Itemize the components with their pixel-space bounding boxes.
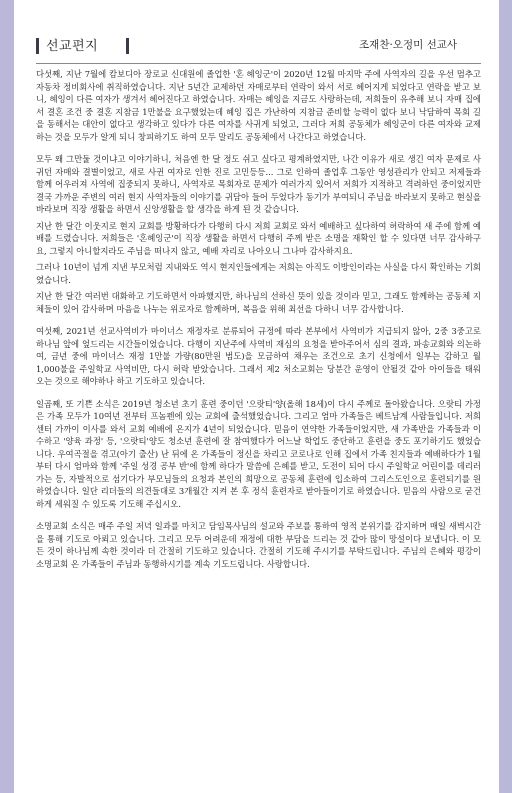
letter-page <box>14 0 499 793</box>
header-bar-left <box>36 38 39 54</box>
paragraph-reason: 모두 왜 그만둘 것이냐고 이야기하니, 처음엔 한 달 정도 쉬고 싶다고 평계하였지만, 나간 이유가 새로 생긴 여자 문제로 사귀던 자매와 결별이었고, 새로 사귄 여자로 인한 진로 고민등등... 그로 인하여 졸업후 그동안 영성관리가 안되고 저제들과 함께 어우러져 사역에 집중되지 못하니, 사역자로 목회자로 문제가 여러가지 있어서 저희가 지적하고 격려하던 중이었지만 결국 가까운 주변의 여러 현지 사역자들의 이야기를 귀담아 들어 두었다가 동기가 부여되니 주님을 바라보지 못하고 현실을 바라보며 직장 생활을 하면서 신앙생활을 할 생각을 하게 된 것 같습니다. <box>36 154 481 214</box>
paragraph-fifth: 다섯째, 지난 7월에 캄보디아 장로교 신대원에 졸업한 '혼 혜잉군'이 2020년 12월 마지막 주에 사역자의 길을 우선 멈추고 자동차 정비회사에 취직하였습니다. 지난 5년간 교제하던 자매로부터 연락이 와서 서로 헤어지게 되었다고 연락을 받고 보니, 혜잉이 다른 여자가 생겨서 헤어진다고 하였습니다. 자매는 혜잉을 지금도 사랑하는데, 저희들이 유추해 보니 자매 집에서 결혼 조건 중 결혼 지참금 1만불을 요구했었는데 혜잉 집은 가난하여 지참금 준비할 능력이 없다 보니 낙담하여 목회 길을 동해서는 대안이 없다고 생각하고 있다가 다른 여자를 사귀게 되었고, 그러다 저희 공동체가 혜잉군이 다른 여자와 교제하는 것을 모두가 알게 되니 창피하기도 하여 모두 말리도 공동체에서 나간다고 하였습니다. <box>36 69 481 142</box>
page-header <box>14 0 499 64</box>
paragraph-outsider: 그러나 10년이 넘게 지낸 부모처럼 지내와도 역시 현지인들에게는 저희는 아직도 이방인이라는 사실을 다시 확인하는 기회였습니다. <box>36 262 481 285</box>
author-name: 조재찬·오정미 선교사 <box>359 39 457 51</box>
paragraph-gratitude: 지난 한 달간 여러번 대화하고 기도하면서 아파했지만, 하나님의 선하신 뜻이 있을 것이라 믿고, 그래도 함께하는 공동체 지체들이 있어 감사하며 마음을 나누는 위로자로 함께하며, 복음을 위해 최선을 다하니 너무 감사합니다. <box>36 291 481 314</box>
paragraph-return: 지난 한 달간 이웃지로 현지 교회를 방황하다가 다행히 다시 저희 교회로 와서 예배하고 싶다하여 허락하여 새 주에 함께 예배를 드렸습니다. 저희들은 '혼혜잉군'이 직장 생활을 하면서 다행히 주께 받은 소명을 재확인 할 수 있다면 너무 감사하구요, 그렇지 아니할지라도 주님을 떠나지 않고, 예배 자리로 나아오니 그나마 감사하지요. <box>36 220 481 256</box>
section-title: 선교편지 <box>46 39 99 54</box>
paragraph-church-news: 소명교회 소식은 매주 주일 저녁 일과를 마치고 담임목사님의 설교와 주보를 통하여 영적 분위기를 감지하며 매일 새벽시간을 통해 기도로 아뢰고 있습니다. 그리고 모두 어려운데 재정에 대한 부담을 드리는 것 같아 많이 망설이다 보냅니다. 이 모든 것이 하나님께 속한 것이라 더 간절히 기도하고 있습니다. 간절히 기도해 주시기를 부탁드립니다. 주님의 은혜와 평강이 소명교회 온 가족들이 주님과 동행하시기를 계속 기도드립니다. 사랑합니다. <box>36 521 481 569</box>
letter-body <box>36 68 481 580</box>
paragraph-seventh: 일곱째, 또 기쁜 소식은 2019년 청소년 초기 훈련 중이던 '으랏티'양(올해 18세)이 다시 주께로 돌아왔습니다. 으랏티 가정은 가족 모두가 10여년 전부터 프놈펜에 있는 교회에 출석했었습니다. 그리고 엄마 가족들은 베트남계 사람들입니다. 저희 센터 가까이 이사를 와서 교회 예배에 온지가 4년이 되었습니다. 믿음이 연약한 가족들이었지만, 새 가족반을 가족들과 이수하고 '양육 과정' 등, '으랏티'양도 청소년 훈련에 잘 참여했다가 어느날 학업도 중단하고 훈련을 중도 포기하기도 했었습니다. 우여곡절을 겪고(아기 출산) 난 뒤에 온 가족들이 정신을 차리고 코로나로 인해 집에서 가족 친지들과 예배하다가 1월부터 다시 엄마와 함께 '주일 성경 공부 반'에 함께 하다가 말씀에 은혜를 받고, 도전이 되어 다시 주일학교 어린이를 데리러 가는 등, 자발적으로 섬기다가 부모님들의 요청과 본인의 희망으로 공동체 훈련에 입소하여 그리스도인으로 훈련되기를 원하였습니다. 일단 리더들의 의견들대로 3개월간 지켜 본 후 정식 훈련자로 받아들이기로 하였습니다. 믿음의 사람으로 굳건하게 세워질 수 있도록 기도해 주십시오. <box>36 398 481 509</box>
header-bar-right <box>126 38 129 54</box>
paragraph-sixth: 여섯째, 2021년 선교사역비가 마이너스 재정자로 분류되어 규정에 따라 본부에서 사역비가 지급되지 않아, 2중 3중고로 하나님 앞에 엎드리는 시간들이었습니다. 다행이 지난주에 사역비 재심의 요청을 받아주어서 심의 결과, 파송교회와 의논하여, 금년 중에 마이너스 재정 1만불 가량(80만원 범도)을 모금하여 채우는 조건으로 초기 신청에서 일부는 감하고 월 1,000불을 주일학교 사역비만, 다시 허락 받았습니다. 그래서 제2 처소교회는 당분간 운영이 안될것 같아 아이들을 태워 오는 것으로 해야하나 하고 기도하고 있습니다. <box>36 326 481 386</box>
header-divider <box>36 63 481 64</box>
